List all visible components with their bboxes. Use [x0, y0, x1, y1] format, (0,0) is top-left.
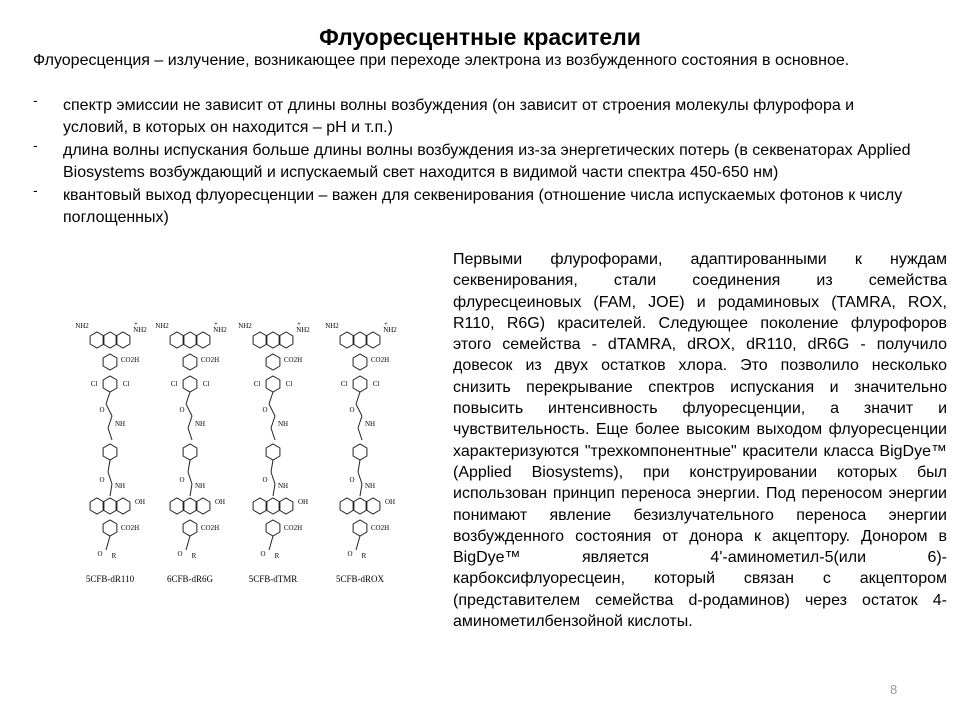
atom-label: NH2	[238, 322, 252, 330]
linker-bond	[358, 472, 362, 484]
atom-label: Cl	[253, 380, 261, 388]
atom-label: NH	[114, 420, 126, 428]
atom-label: NH	[364, 420, 376, 428]
bullet-marker: -	[33, 92, 38, 108]
atom-label: NH	[364, 482, 376, 490]
atom-label: O	[260, 550, 266, 558]
bullet-list	[33, 92, 913, 230]
atom-label: CO2H	[200, 524, 220, 532]
atom-label: Cl	[122, 380, 130, 388]
dye-structures-figure	[60, 300, 420, 630]
chemical-structures-drawing	[60, 300, 420, 630]
bullet-text: спектр эмиссии не зависит от длины волны возбуждения (он зависит от строения молекулы флурофора и условий, в которых он находится – рН и т.п.)	[63, 97, 855, 136]
xanthene-ring	[183, 332, 197, 348]
benzyl-ring	[353, 444, 367, 460]
fluorescein-ring	[183, 498, 197, 514]
dichloro-ring	[266, 376, 280, 392]
atom-label: NH2	[383, 326, 397, 334]
atom-label: +	[214, 320, 218, 328]
xanthene-ring	[266, 332, 280, 348]
linker-bond	[110, 484, 112, 496]
atom-label: OH	[384, 498, 396, 506]
xanthene-ring	[279, 332, 293, 348]
fluorescein-ring	[353, 498, 367, 514]
atom-label: O	[99, 406, 105, 414]
linker-bond	[106, 392, 110, 404]
fluorescein-ring	[90, 498, 104, 514]
bullet-item	[33, 182, 913, 228]
bullet-item	[33, 92, 913, 138]
linker-bond	[271, 460, 273, 472]
xanthene-ring	[103, 332, 117, 348]
atom-label: +	[384, 320, 388, 328]
dye-label: 5CFB-dROX	[335, 574, 385, 584]
xanthene-ring	[366, 332, 380, 348]
linker-bond	[186, 536, 190, 550]
fluorescein-ring	[366, 498, 380, 514]
atom-label: R	[361, 552, 367, 560]
lead-paragraph: Флуоресценция – излучение, возникающее при переходе электрона из возбужденного состояния в основное.	[33, 52, 850, 69]
linker-bond	[108, 428, 112, 440]
atom-label: O	[262, 476, 268, 484]
linker-bond	[269, 536, 273, 550]
linker-bond	[360, 484, 362, 496]
atom-label: Cl	[90, 380, 98, 388]
atom-label: O	[262, 406, 268, 414]
atom-label: NH	[277, 420, 289, 428]
benzyl-ring	[183, 444, 197, 460]
benzoic-ring	[183, 354, 197, 370]
atom-label: Cl	[285, 380, 293, 388]
linker-bond	[273, 484, 275, 496]
xanthene-ring	[170, 332, 184, 348]
linker-bond	[186, 404, 192, 416]
linker-bond	[190, 484, 192, 496]
linker-bond	[188, 428, 192, 440]
atom-label: OH	[297, 498, 309, 506]
atom-label: CO2H	[370, 524, 390, 532]
linker-bond	[106, 536, 110, 550]
dichloro-ring	[183, 376, 197, 392]
atom-label: CO2H	[370, 356, 390, 364]
xanthene-ring	[116, 332, 130, 348]
atom-label: CO2H	[120, 356, 140, 364]
atom-label: NH2	[296, 326, 310, 334]
atom-label: R	[274, 552, 280, 560]
benzyl-ring	[266, 444, 280, 460]
atom-label: NH	[194, 482, 206, 490]
bullet-text: квантовый выход флуоресценции – важен для секвенирования (отношение числа испускаемых фотонов к числу поглощенных)	[63, 187, 903, 226]
linker-bond	[271, 428, 275, 440]
linker-bond	[269, 404, 275, 416]
fluorescein-ring	[253, 498, 267, 514]
atom-label: Cl	[202, 380, 210, 388]
atom-label: O	[179, 406, 185, 414]
dichloro-ring	[103, 376, 117, 392]
atom-label: +	[134, 320, 138, 328]
fluorescein-ring	[196, 498, 210, 514]
bullet-marker: -	[33, 137, 38, 153]
xanthene-ring	[340, 332, 354, 348]
atom-label: R	[111, 552, 117, 560]
linker-bond	[271, 416, 275, 428]
benzoic-ring	[103, 354, 117, 370]
atom-label: O	[347, 550, 353, 558]
fluorescein-ring	[170, 498, 184, 514]
dye-label: 5CFB-dR110	[85, 574, 135, 584]
carboxy-ring	[353, 520, 367, 536]
atom-label: OH	[134, 498, 146, 506]
atom-label: O	[179, 476, 185, 484]
linker-bond	[108, 416, 112, 428]
carboxy-ring	[183, 520, 197, 536]
xanthene-ring	[253, 332, 267, 348]
benzyl-ring	[103, 444, 117, 460]
atom-label: CO2H	[200, 356, 220, 364]
dye-label: 6CFB-dR6G	[166, 574, 214, 584]
atom-label: NH	[194, 420, 206, 428]
atom-label: CO2H	[120, 524, 140, 532]
dye-label: 5CFB-dTMR	[248, 574, 298, 584]
fluorescein-ring	[266, 498, 280, 514]
linker-bond	[358, 416, 362, 428]
fluorescein-ring	[103, 498, 117, 514]
atom-label: Cl	[170, 380, 178, 388]
slide-title: Флуоресцентные красители	[319, 24, 641, 50]
linker-bond	[356, 404, 362, 416]
linker-bond	[358, 428, 362, 440]
atom-label: R	[191, 552, 197, 560]
linker-bond	[188, 460, 190, 472]
page-number: 8	[890, 682, 898, 697]
dichloro-ring	[353, 376, 367, 392]
linker-bond	[271, 472, 275, 484]
atom-label: O	[349, 476, 355, 484]
fluorescein-ring	[340, 498, 354, 514]
atom-label: Cl	[372, 380, 380, 388]
atom-label: OH	[214, 498, 226, 506]
atom-label: Cl	[340, 380, 348, 388]
atom-label: +	[297, 320, 301, 328]
benzoic-ring	[353, 354, 367, 370]
linker-bond	[106, 404, 112, 416]
linker-bond	[188, 472, 192, 484]
linker-bond	[358, 460, 360, 472]
bullet-marker: -	[33, 182, 38, 198]
atom-label: O	[97, 550, 103, 558]
fluorescein-ring	[279, 498, 293, 514]
fluorescein-ring	[116, 498, 130, 514]
atom-label: NH2	[133, 326, 147, 334]
linker-bond	[356, 536, 360, 550]
atom-label: O	[99, 476, 105, 484]
bullet-text: длина волны испускания больше длины волны возбуждения из-за энергетических потерь (в секвенаторах Applied Biosystems возбуждающий и испускаемый свет находится в видимой части спектра 450-650 нм)	[63, 142, 911, 181]
atom-label: NH2	[213, 326, 227, 334]
atom-label: NH2	[325, 322, 339, 330]
linker-bond	[269, 392, 273, 404]
atom-label: O	[349, 406, 355, 414]
carboxy-ring	[266, 520, 280, 536]
body-paragraph: Первыми флурофорами, адаптированными к нуждам секвенирования, стали соединения из семейства флуресцеиновых (FAM, JOE) и родаминовых (TAMRA, ROX, R110, R6G) красителей. Следующее поколение флурофоров этого семейства - dTAMRA, dROX, dR110, dR6G - получило довесок из двух остатков хлора. Это позволило несколько снизить перекрывание спектров испускания и значительно повысить интенсивность флуоресценции, а значит и чувствительность. Еще более высоким выходом флуоресценции характеризуются "трехкомпонентные" красители класса BigDye™ (Applied Biosystems), при конструировании которых был использован принцип переноса энергии. Под переносом энергии понимают явление безизлучательного переноса энергии возбужденного состояния от донора к акцептору. Донором в BigDye™ является 4'-аминометил-5(или 6)-карбоксифлуоресцеин, который связан с акцептором (представителем семейства d-родаминов) через остаток 4-аминометилбензойной кислоты.	[453, 251, 947, 631]
linker-bond	[108, 460, 110, 472]
benzoic-ring	[266, 354, 280, 370]
atom-label: NH	[114, 482, 126, 490]
linker-bond	[188, 416, 192, 428]
linker-bond	[186, 392, 190, 404]
atom-label: CO2H	[283, 356, 303, 364]
atom-label: CO2H	[283, 524, 303, 532]
xanthene-ring	[353, 332, 367, 348]
linker-bond	[108, 472, 112, 484]
atom-label: NH2	[75, 322, 89, 330]
atom-label: NH	[277, 482, 289, 490]
atom-label: NH2	[155, 322, 169, 330]
xanthene-ring	[196, 332, 210, 348]
carboxy-ring	[103, 520, 117, 536]
linker-bond	[356, 392, 360, 404]
atom-label: O	[177, 550, 183, 558]
bullet-item	[33, 137, 913, 183]
xanthene-ring	[90, 332, 104, 348]
